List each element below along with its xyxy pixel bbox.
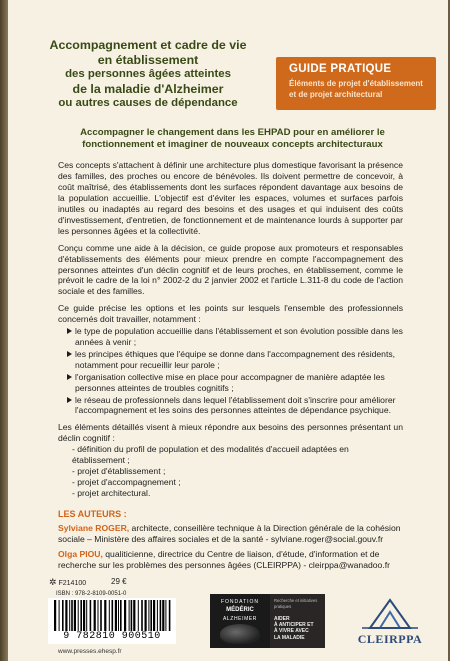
barcode-bar — [74, 600, 76, 631]
barcode-bar — [104, 600, 106, 631]
list-item: - projet d'accompagnement ; — [72, 476, 181, 487]
list-item: - définition du profil de population et des modalités d'accueil adaptées en établissement ; — [72, 444, 349, 466]
elements-list — [72, 444, 403, 499]
bullet-text: le réseau de professionnels dans lequel l'établissement doit s'inscrire pour améliorer l'accompagnement et les soins des personnes atteintes de dépendance psychique. — [75, 394, 396, 416]
lead-line: fonctionnement et imaginer de nouveaux concepts architecturaux — [82, 139, 383, 151]
isbn: ISBN : 978-2-8109-0051-0 — [56, 591, 127, 597]
logo-line: À ANTICIPER ET — [274, 622, 314, 629]
barcode-bar — [109, 600, 110, 631]
lead-line: Accompagner le changement dans les EHPAD pour en améliorer le — [80, 127, 385, 138]
barcode-bar — [148, 600, 149, 631]
barcode-bar — [138, 600, 139, 631]
list-item: - projet d'établissement ; — [72, 465, 166, 476]
barcode-bar — [98, 600, 99, 631]
bullet-text: le type de population accueillie dans l'établissement et son évolution possible dans les années à venir ; — [75, 326, 403, 347]
barcode-bar — [69, 600, 70, 631]
product-code — [49, 577, 86, 588]
cleirppa-name: CLEIRPPA — [357, 632, 423, 646]
logo-line: À VIVRE AVEC — [274, 628, 309, 635]
author-name: Olga PIOU, — [58, 549, 103, 560]
barcode-bar — [150, 600, 152, 631]
star-icon: ✲ — [49, 577, 57, 587]
elements-intro: Les éléments détaillés visent à mieux répondre aux besoins des personnes présentant un déclin cognitif : — [58, 422, 403, 444]
title-line: Accompagnement et cadre de vie — [49, 38, 247, 52]
barcode-bar — [141, 600, 143, 631]
title-line: de la maladie d'Alzheimer — [72, 81, 224, 96]
barcode-bar — [100, 600, 102, 631]
logo-line: AIDER — [274, 616, 290, 622]
barcode-bar — [54, 600, 56, 631]
barcode-bar — [169, 600, 171, 631]
guide-subtitle-line: Éléments de projet d'établissement — [289, 79, 423, 88]
arrow-bullet-icon — [67, 351, 72, 357]
barcode-bar — [165, 600, 166, 631]
author-name: Sylviane ROGER, — [58, 522, 130, 533]
barcode-bar — [118, 600, 119, 631]
barcode-bar — [133, 600, 135, 631]
title-line: des personnes âgées atteintes — [65, 68, 231, 80]
barcode-bar — [78, 600, 79, 631]
paragraph: Ces concepts s'attachent à définir une architecture plus domestique favorisant la présence des familles, des proches ou encore de bénévoles. Ils doivent permettre de concevoir, à coût maîtrisé, des établissements dont les surfaces répondent davantage aux besoins de la population accueillie. L'objectif est d'éviter les espaces, volumes et surfaces parfois inutiles ou inadaptés au regard des besoins et des usages et qui induisent des coûts d'investissement, d'entretien, de fonctionnement et de maintenance lourds à supporter par les personnes âgées et la collectivité. — [58, 160, 403, 236]
aider-logo — [270, 594, 325, 648]
logo-line: ALZHEIMER — [222, 616, 258, 622]
paragraph: Ce guide précise les options et les points sur lesquels l'ensemble des professionnels concernés doit travailler, notamment : — [58, 303, 403, 325]
barcode-bar — [157, 600, 158, 631]
cover-header — [8, 0, 448, 118]
list-item — [68, 326, 403, 348]
arrow-bullet-icon — [67, 328, 72, 334]
barcode-bar — [83, 600, 85, 631]
barcode-bar — [131, 600, 133, 631]
author-entry — [58, 523, 403, 545]
author-entry — [58, 549, 403, 571]
barcode-bar — [90, 600, 92, 631]
title-line: en établissement — [97, 52, 199, 67]
barcode-bar — [71, 600, 73, 631]
lead-heading — [52, 127, 413, 151]
barcode-bar — [120, 600, 122, 631]
list-item — [68, 349, 403, 371]
arrow-bullet-icon — [67, 374, 72, 380]
back-cover — [8, 0, 448, 661]
barcode-bar — [65, 600, 67, 631]
barcode-bar — [115, 600, 117, 631]
arrow-bullet-icon — [67, 397, 72, 403]
barcode-bar — [153, 600, 155, 631]
guide-subtitle — [289, 78, 434, 100]
barcode-number: 9 782810 900510 — [48, 631, 176, 642]
paragraph: Conçu comme une aide à la décision, ce guide propose aux promoteurs et responsables d'établissements des éléments pour mieux prendre en compte l'accompagnement des personnes atteintes d'un déclin cognitif et de leurs proches, en établissement, comme le prévoit le cadre de la loi n° 2002-2 du 2 janvier 2002 et l'article L.311-8 du code de l'action sociale et des familles. — [58, 242, 403, 297]
bullet-text: les principes éthiques que l'équipe se donne dans l'accompagnement des résidents, notamment pour recueillir leur parole ; — [75, 348, 396, 370]
logo-line: LA MALADIE — [274, 634, 305, 641]
guide-subtitle-line: et de projet architectural — [289, 90, 383, 99]
logo-line: FONDATION — [220, 599, 260, 605]
barcode-bar — [162, 600, 164, 631]
barcode-bar — [145, 600, 147, 631]
author-bio: architecte, conseillère technique à la Direction générale de la cohésion sociale – Ministère des affaires sociales et de la santé - sylviane.roger@social.gouv.fr — [58, 522, 401, 544]
list-item — [68, 395, 403, 417]
head-silhouette-icon — [220, 624, 260, 644]
back-cover-text — [58, 127, 403, 576]
list-item — [68, 372, 403, 394]
guide-title: GUIDE PRATIQUE — [289, 63, 392, 75]
price: 29 € — [111, 577, 127, 586]
website: www.presses.ehesp.fr — [58, 648, 122, 655]
barcode-bar — [59, 600, 60, 631]
barcode-bar — [160, 600, 162, 631]
bullet-list — [68, 326, 403, 416]
barcode-bar — [80, 600, 82, 631]
barcode-bar — [129, 600, 130, 631]
book-title — [28, 38, 268, 111]
barcode-bars-icon — [48, 598, 176, 632]
spine-shadow — [0, 0, 8, 661]
product-code-text: F214100 — [58, 580, 87, 587]
cleirppa-logo — [340, 594, 440, 648]
fondation-mederic-logo — [210, 594, 270, 648]
author-bio: qualiticienne, directrice du Centre de liaison, d'étude, d'information et de recherche sur les problèmes des personnes âgées (CLEIRPPA) - cleirppa@wanadoo.fr — [58, 549, 390, 571]
bullet-text: l'organisation collective mise en place pour accompagner de manière adaptée les personnes atteintes de troubles cognitifs ; — [75, 371, 385, 393]
logo-line: MÉDÉRIC — [226, 607, 254, 613]
building-icon — [340, 594, 440, 632]
list-item: - projet architectural. — [72, 487, 151, 498]
barcode-bar — [94, 600, 96, 631]
authors-heading: LES AUTEURS : — [58, 508, 127, 519]
title-line: ou autres causes de dépendance — [58, 97, 238, 109]
barcode-bar — [86, 600, 87, 631]
guide-pratique-box — [276, 57, 436, 110]
barcode-bar — [124, 600, 126, 631]
aider-text — [274, 616, 322, 641]
barcode-bar — [62, 600, 64, 631]
aider-tagline: Recherche et initiatives pratiques — [274, 598, 318, 610]
barcode-bar — [112, 600, 114, 631]
